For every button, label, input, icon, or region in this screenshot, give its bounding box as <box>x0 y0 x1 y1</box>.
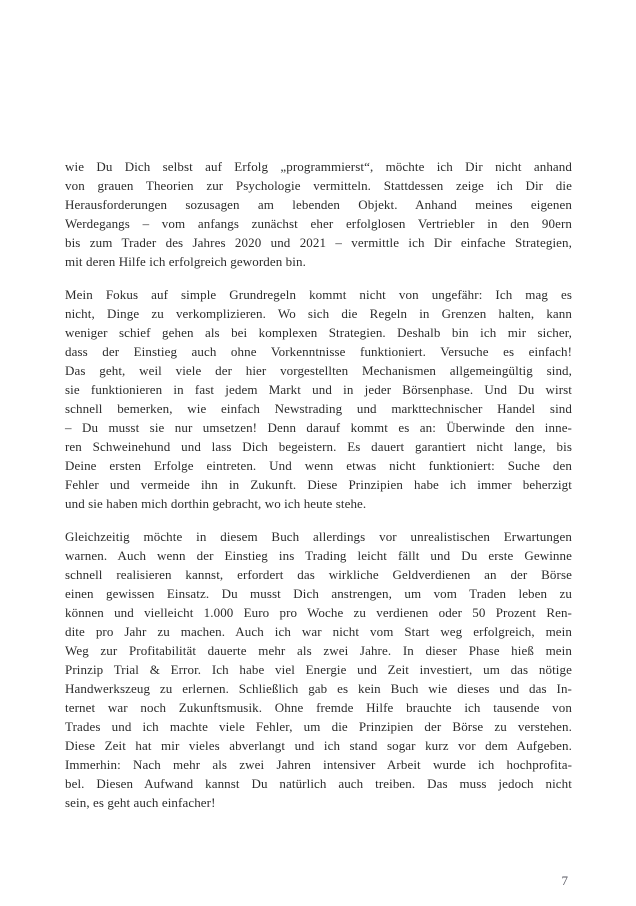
text-line: Gleichzeitig möchte in diesem Buch allerdings vor unrealistischen Erwartungen <box>65 529 572 544</box>
text-line: bel. Diesen Aufwand kannst Du natürlich auch treiben. Das muss jedoch nicht <box>65 776 572 791</box>
text-line: Herausforderungen sozusagen am lebenden Objekt. Anhand meines eigenen <box>65 197 572 212</box>
text-line: Handwerkszeug zu erlernen. Schließlich gab es kein Buch wie dieses und das In- <box>65 681 572 696</box>
text-line: ren Schweinehund und lass Dich begeistern. Es dauert garantiert nicht lange, bis <box>65 439 572 454</box>
text-line: schnell bemerken, wie einfach Newstrading und markttechnischer Handel sind <box>65 401 572 416</box>
text-line: Diese Zeit hat mir vieles abverlangt und ich stand sogar kurz vor dem Aufgeben. <box>65 738 572 753</box>
text-line: sein, es geht auch einfacher! <box>65 795 216 810</box>
text-line: und sie haben mich dorthin gebracht, wo ich heute stehe. <box>65 496 367 511</box>
text-line: wie Du Dich selbst auf Erfolg „programmierst“, möchte ich Dir nicht anhand <box>65 159 572 174</box>
text-line: bis zum Trader des Jahres 2020 und 2021 – vermittle ich Dir einfache Strategien, <box>65 235 572 250</box>
text-line: Weg zur Profitabilität dauerte mehr als zwei Jahre. In dieser Phase hieß mein <box>65 643 572 658</box>
paragraph <box>65 157 572 271</box>
text-line: Immerhin: Nach mehr als zwei Jahren intensiver Arbeit wurde ich hochprofita- <box>65 757 572 772</box>
text-line: nicht, Dinge zu verkomplizieren. Wo sich die Regeln in Grenzen halten, kann <box>65 306 572 321</box>
text-line: Fehler und vermeide ihn in Zukunft. Diese Prinzipien habe ich immer beherzigt <box>65 477 572 492</box>
text-line: Mein Fokus auf simple Grundregeln kommt nicht von ungefähr: Ich mag es <box>65 287 572 302</box>
text-line: mit deren Hilfe ich erfolgreich geworden bin. <box>65 254 306 269</box>
text-line: von grauen Theorien zur Psychologie vermitteln. Stattdessen zeige ich Dir die <box>65 178 572 193</box>
paragraph <box>65 527 572 812</box>
text-line: Trades und ich machte viele Fehler, um die Prinzipien der Börse zu verstehen. <box>65 719 572 734</box>
text-line: Prinzip Trial & Error. Ich habe viel Energie und Zeit investiert, um das nötige <box>65 662 572 677</box>
text-line: dass der Einstieg auch ohne Vorkenntnisse funktioniert. Versuche es einfach! <box>65 344 572 359</box>
text-line: weniger schief gehen als bei komplexen Strategien. Deshalb bin ich mir sicher, <box>65 325 572 340</box>
text-line: ternet war noch Zukunftsmusik. Ohne fremde Hilfe brauchte ich tausende von <box>65 700 572 715</box>
paragraph <box>65 285 572 513</box>
text-line: können und vielleicht 1.000 Euro pro Woche zu verdienen oder 50 Prozent Ren- <box>65 605 572 620</box>
text-line: Werdegangs – vom anfangs zunächst eher erfolglosen Vertriebler in den 90ern <box>65 216 572 231</box>
text-line: Das geht, weil viele der hier vorgestellten Mechanismen allgemeingültig sind, <box>65 363 572 378</box>
body-text <box>65 157 572 812</box>
text-line: schnell realisieren kannst, erfordert das wirkliche Geldverdienen an der Börse <box>65 567 572 582</box>
text-line: – Du musst sie nur umsetzen! Denn darauf kommt es an: Überwinde den inne- <box>65 420 572 435</box>
text-line: Deine ersten Erfolge eintreten. Und wenn etwas nicht funktioniert: Suche den <box>65 458 572 473</box>
page-number: 7 <box>561 873 568 888</box>
text-line: sie funktionieren in fast jedem Markt und in jeder Börsenphase. Und Du wirst <box>65 382 572 397</box>
text-line: warnen. Auch wenn der Einstieg ins Trading leicht fällt und Du erste Gewinne <box>65 548 572 563</box>
text-line: einen gewissen Einsatz. Du musst Dich anstrengen, um vom Traden leben zu <box>65 586 572 601</box>
text-line: dite pro Jahr zu machen. Auch ich war nicht vom Start weg erfolgreich, mein <box>65 624 572 639</box>
